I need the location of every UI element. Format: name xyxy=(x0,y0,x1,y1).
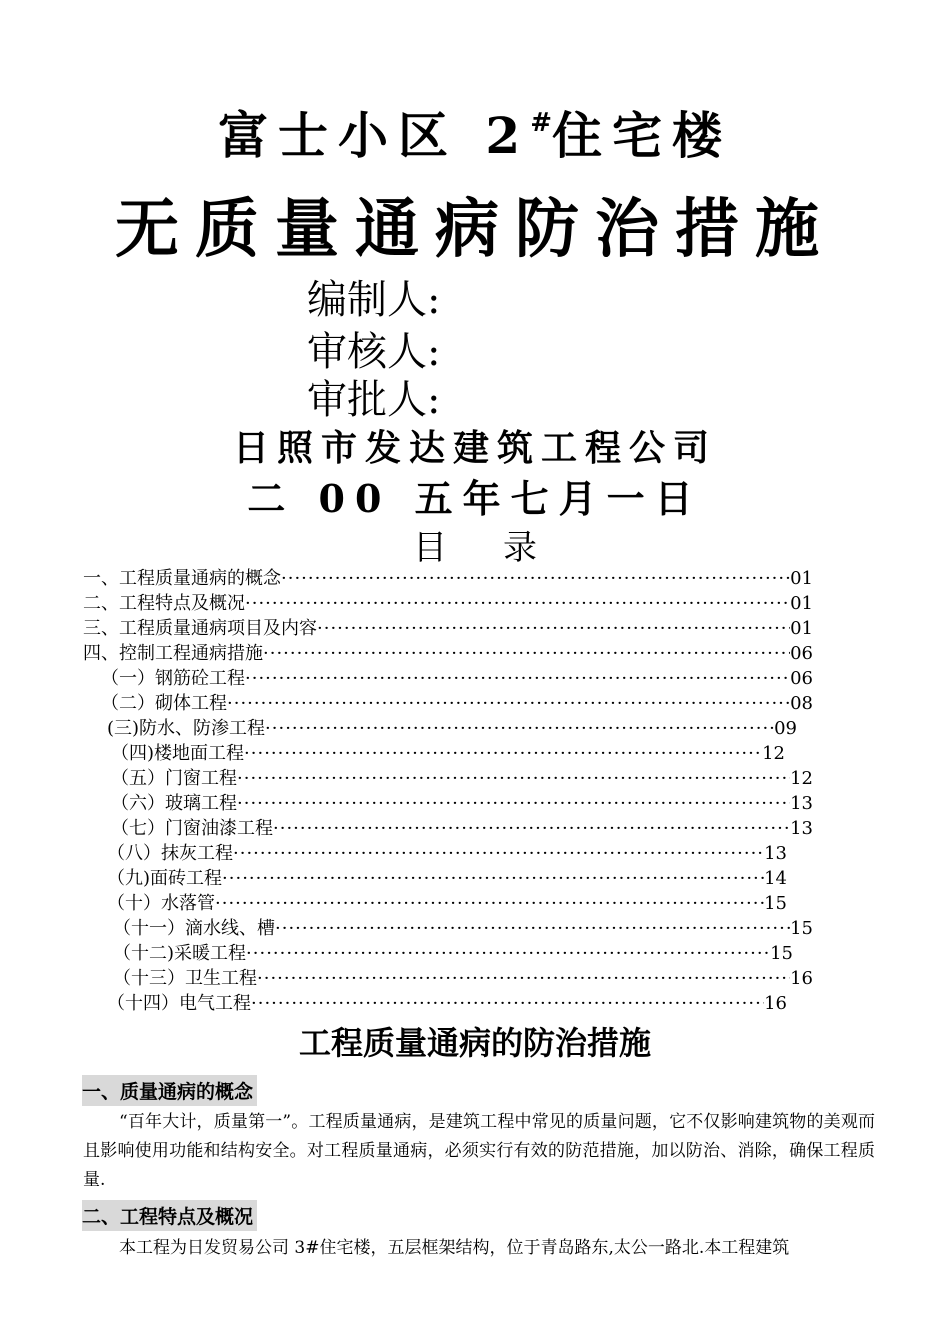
toc-item-page: 15 xyxy=(770,943,793,964)
toc-item[interactable] xyxy=(83,616,813,641)
toc-item-label: （二）砌体工程 xyxy=(101,693,227,714)
toc-item[interactable] xyxy=(83,666,813,691)
toc-item-page: 13 xyxy=(790,818,813,839)
toc-leader xyxy=(317,616,790,641)
toc-item[interactable] xyxy=(83,966,813,991)
toc-leader xyxy=(233,841,764,866)
toc-leader xyxy=(257,966,790,991)
toc-item[interactable] xyxy=(83,941,793,966)
toc-leader xyxy=(265,716,774,741)
toc-item-label: （十三）卫生工程 xyxy=(113,968,257,989)
toc-item[interactable] xyxy=(83,841,787,866)
toc-item[interactable] xyxy=(83,591,813,616)
toc-leader xyxy=(237,791,790,816)
toc-item-page: 16 xyxy=(764,993,787,1014)
section-paragraph-1: “百年大计，质量第一”。工程质量通病，是建筑工程中常见的质量问题，它不仅影响建筑物的美观而且影响使用功能和结构安全。对工程质量通病，必须实行有效的防范措施，加以防治、消除，确保工程质量. xyxy=(83,1112,875,1190)
toc-item-label: （九)面砖工程 xyxy=(107,868,223,889)
toc-item[interactable] xyxy=(83,816,813,841)
toc-item[interactable] xyxy=(83,641,813,666)
approver-label: 审批人: xyxy=(307,377,441,423)
toc-leader xyxy=(215,891,764,916)
toc-item-page: 01 xyxy=(790,568,813,589)
toc-item[interactable] xyxy=(83,716,797,741)
toc-leader xyxy=(244,741,762,766)
toc-item-label: 二、工程特点及概况 xyxy=(83,593,245,614)
toc-item-label: (三)防水、防渗工程 xyxy=(107,718,266,739)
toc-item-page: 01 xyxy=(790,593,813,614)
body-heading: 工程质量通病的防治措施 xyxy=(298,1024,651,1062)
toc-leader xyxy=(275,916,790,941)
toc-item[interactable] xyxy=(83,866,787,891)
toc-item-label: 一、工程质量通病的概念 xyxy=(83,568,281,589)
toc-item-page: 13 xyxy=(790,793,813,814)
toc-title: 目录 xyxy=(413,528,593,568)
toc-leader xyxy=(222,866,764,891)
toc-item[interactable] xyxy=(83,766,813,791)
toc-item-page: 14 xyxy=(764,868,787,889)
toc-leader xyxy=(245,666,790,691)
toc-item-page: 15 xyxy=(764,893,787,914)
cover-title-line2: 无质量通病防治措施 xyxy=(115,192,835,267)
toc-item-page: 12 xyxy=(762,743,785,764)
cover-title-main: 富士小区 2 xyxy=(218,106,531,165)
toc-item-page: 01 xyxy=(790,618,813,639)
toc-item-label: （十四）电气工程 xyxy=(107,993,251,1014)
toc-item-page: 06 xyxy=(790,643,813,664)
toc-item-page: 12 xyxy=(790,768,813,789)
toc-item-label: （五）门窗工程 xyxy=(111,768,237,789)
toc-item[interactable] xyxy=(83,791,813,816)
toc-leader xyxy=(237,766,790,791)
toc-leader xyxy=(251,991,764,1016)
toc-item-page: 09 xyxy=(774,718,797,739)
section-paragraph-2: 本工程为日发贸易公司 3#住宅楼，五层框架结构，位于青岛路东,太公一路北.本工程建筑 xyxy=(119,1238,790,1258)
toc-item-label: （一）钢筋砼工程 xyxy=(101,668,245,689)
toc-leader xyxy=(246,941,770,966)
toc-item[interactable] xyxy=(83,566,813,591)
cover-title-tail: 住宅楼 xyxy=(552,106,732,165)
cover-title-sup: # xyxy=(530,108,552,138)
toc-item[interactable] xyxy=(83,691,813,716)
table-of-contents xyxy=(83,566,813,1016)
section-heading-1: 一、质量通病的概念 xyxy=(82,1075,257,1106)
toc-item-label: （六）玻璃工程 xyxy=(111,793,237,814)
toc-leader xyxy=(263,641,790,666)
toc-item[interactable] xyxy=(83,891,787,916)
toc-item[interactable] xyxy=(83,916,813,941)
toc-item-label: （八）抹灰工程 xyxy=(107,843,233,864)
toc-item-label: （十）水落管 xyxy=(107,893,215,914)
toc-item-label: （十一）滴水线、槽 xyxy=(113,918,275,939)
toc-item[interactable] xyxy=(83,991,787,1016)
toc-item-label: （十二)采暖工程 xyxy=(113,943,247,964)
cover-title-line1 xyxy=(0,96,950,168)
company-name: 日照市发达建筑工程公司 xyxy=(232,427,717,469)
toc-item-page: 08 xyxy=(790,693,813,714)
toc-item[interactable] xyxy=(83,741,785,766)
toc-leader xyxy=(273,816,790,841)
reviewer-label: 审核人: xyxy=(307,329,441,375)
toc-item-page: 15 xyxy=(790,918,813,939)
cover-date: 二 00 五年七月一日 xyxy=(247,476,703,521)
toc-leader xyxy=(245,591,790,616)
toc-item-page: 16 xyxy=(790,968,813,989)
toc-leader xyxy=(227,691,790,716)
section-heading-2: 二、工程特点及概况 xyxy=(82,1200,257,1231)
compiler-label: 编制人: xyxy=(307,277,441,323)
toc-item-label: （四)楼地面工程 xyxy=(111,743,245,764)
toc-item-page: 13 xyxy=(764,843,787,864)
toc-leader xyxy=(281,566,790,591)
toc-item-page: 06 xyxy=(790,668,813,689)
toc-item-label: （七）门窗油漆工程 xyxy=(111,818,273,839)
toc-item-label: 三、工程质量通病项目及内容 xyxy=(83,618,317,639)
toc-item-label: 四、控制工程通病措施 xyxy=(83,643,263,664)
